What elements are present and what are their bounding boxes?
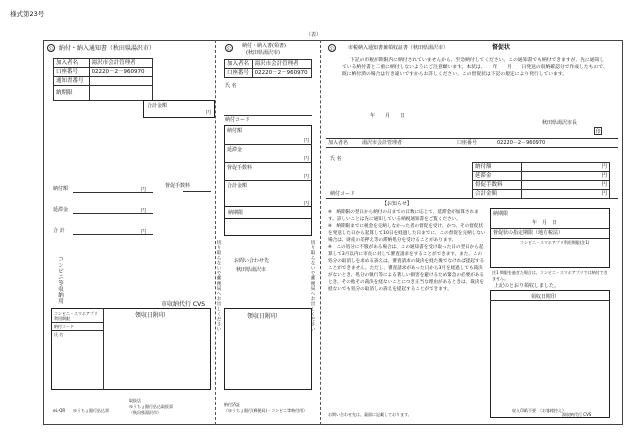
middle-due-label: 納期限 [228, 210, 244, 216]
stub-surcharge-yen: 円 [141, 208, 147, 214]
middle-account-table [224, 59, 312, 78]
middle-stamp-label: 領収日附印 [247, 313, 278, 320]
perforation-line-2 [320, 40, 321, 425]
notice-tax-label: 納付額 [473, 163, 522, 172]
middle-tax-label: 納付額 [227, 128, 243, 134]
notice-office-label: 収入印紙不要 （お客様控え） [512, 408, 566, 413]
stub-circle-mark: 公 [48, 46, 54, 52]
stub-cvs-app-label: コンビニ・スマホアプリ利用期限 [54, 311, 98, 321]
notice-date: 年 月 日 [370, 113, 406, 119]
notice-name-label: 氏 名 [330, 156, 342, 162]
stub-due-label: 納期限 [54, 86, 90, 101]
notice-header [328, 44, 336, 52]
stub-cvs-divider [103, 308, 104, 390]
notice-notes [328, 209, 486, 293]
notice-surcharge-yen: 円 [522, 172, 610, 181]
middle-surcharge-label: 延滞金 [227, 147, 243, 153]
notice-note-3: ※ この処分に不服がある場合は、この通知書を受け取った日の翌日から起算して3月以内に市長に対して審査請求をすることができます。また、この処分の取消しを求める訴えは、審査請求の裁決を経た後でなければ提起することができません。ただし、審査請求があった日から3月を経過しても裁決がないとき、処分の執行等による著しい損害を避けるため緊急の必要があるとき、その他その裁決を経ないことにつき正当な理由があるときは、裁決を経ないでも処分の取消しの訴えを提起することができます。 [328, 245, 485, 292]
stub-convenience-vertical: コンビニ等収納用 [57, 256, 63, 304]
notice-paragraph: 下記の市税が期限内に納付されていませんから、至急納付してください。この通知書でも納付できますが、先に通知している納付書と二重に納付しないようにご注意願います。本状は、 年 月 日発送の収納確認分で作成したもので、既に納付済の場合は行き違いですからお許しください。この督促状は下記の規定により発行しています。 [342, 58, 608, 77]
stub-title [47, 44, 155, 52]
notice-surcharge-label: 延滞金 [473, 172, 522, 181]
middle-panel [216, 40, 320, 425]
stub-sum-yen: 円 [141, 229, 147, 235]
notice-due-label: 納期限 [493, 211, 509, 217]
notice-issuer: 秋田県湯沢市長 [542, 120, 578, 126]
middle-stamp-box [224, 308, 312, 390]
stub-due-value [89, 86, 152, 101]
stub-stamp-label: 領収日附印 [135, 312, 166, 319]
middle-receipt-note-2: （ゆうちょ銀行(郵便局)・コンビニ等納付用） [224, 408, 308, 413]
stub-cvs-row-line2 [52, 330, 103, 331]
notice-payer-value: 湯沢市会計管理者 [362, 140, 403, 146]
stub-cvs-name-label: 氏 名 [54, 332, 64, 337]
stub-total-yen: 円 [205, 110, 211, 116]
middle-name-underline [224, 115, 312, 116]
notice-reminder-title: 督促状 [492, 44, 511, 51]
stub-bottom-note: ゆうちょ銀行払込票 [73, 408, 109, 413]
notice-tax-yen: 円 [522, 163, 610, 172]
middle-fee-yen: 円 [304, 174, 310, 180]
stub-total-label: 合計金額 [147, 103, 168, 109]
stub-account-label: 口座番号 [54, 68, 90, 77]
stub-fee-label: 督促手数料 [165, 183, 191, 189]
middle-fee-label: 督促手数料 [227, 165, 253, 171]
notice-line-top [326, 138, 618, 139]
stub-account-value: 02220－2－960970 [89, 68, 152, 77]
middle-amount-box [224, 125, 312, 219]
notice-code-label: 納付コード [330, 191, 356, 197]
middle-inquiry-label: お問い合わせ先 [234, 258, 270, 264]
notice-due-line-2 [490, 238, 610, 239]
middle-title-1: 納付・納入書(領書) [242, 43, 286, 49]
stub-issuer-3: （秋田県湯沢市） [129, 410, 161, 415]
notice-account-label: 口座番号 [457, 140, 478, 146]
stub-issuer-1: 取扱店 [129, 398, 141, 403]
notice-stamp-line [490, 300, 610, 301]
notice-amount-table [472, 162, 610, 199]
notice-cvs-app-label: コンビニ・スマホアプリ利用期限(注1) [520, 240, 590, 245]
middle-cut-note: 切り取らないで郵便局へお出しください [216, 240, 221, 332]
middle-name-label: 氏 名 [225, 83, 237, 89]
notice-stamp-label: 領収日附印 [531, 294, 557, 300]
stub-panel [43, 40, 215, 425]
middle-surcharge-yen: 円 [304, 156, 310, 162]
middle-inquiry-value: 秋田県湯沢市 [236, 267, 267, 273]
middle-receipt-note-1: 納付済証 [224, 402, 240, 407]
stub-tax-label: 納付額 [53, 186, 69, 192]
notice-circle-mark: 公 [329, 46, 335, 52]
notice-payer-label: 加入者名 [328, 140, 349, 146]
notice-fee-label: 督促手数料 [473, 181, 522, 190]
notice-panel [322, 40, 622, 425]
middle-tax-yen: 円 [304, 138, 310, 144]
notice-notes-title: 【お知らせ】 [382, 201, 412, 207]
notice-reminder-due-label: 督促状の指定期限（地方税法） [493, 230, 564, 236]
stub-notice-value [89, 77, 152, 86]
middle-due-box [224, 206, 312, 236]
stub-total-box [143, 100, 215, 118]
stub-issuer-2: ゆうちょ銀行払込取扱票 [129, 404, 173, 409]
notice-stamp-box [490, 290, 610, 418]
notice-line-3 [326, 198, 618, 199]
notice-total-label: 合計金額 [473, 190, 522, 199]
middle-right-cut-note: 切り取らないで郵便局へお出しください [310, 240, 315, 332]
notice-seal [594, 118, 602, 137]
notice-line-2 [326, 147, 618, 148]
stub-cvs-row-line [52, 322, 103, 323]
notice-fee-yen: 円 [522, 181, 610, 190]
notice-title: 市税納入通知書兼領収証書（秋田県湯沢市） [348, 45, 449, 51]
middle-total-label: 合計金額 [227, 183, 248, 189]
notice-footer-right: 湯収納代行 CVS [562, 412, 592, 417]
notice-total-yen: 円 [522, 190, 610, 199]
stub-payer-value: 湯沢市会計管理者 [89, 59, 152, 68]
notice-due-line [490, 228, 610, 229]
notice-note-1: ※ 納期限の翌日から納付の日までの日数に応じて、延滞金が加算されます。詳しいことは先に通知している納税通知書をご覧ください。 [328, 210, 479, 222]
notice-due-value: 年 月 日 [532, 220, 558, 226]
front-mark: （表） [306, 32, 322, 38]
stub-fee-line [183, 191, 211, 192]
notice-note-2: ※ 納期限までに税金を完納しなかった者の督促を受け、かつ、その督促状を発送した日から起算して10日を経過した日までに、この督促を完納しない場合は、財産の差押え等の滞納処分を受けることがあります。 [328, 224, 486, 243]
middle-circle: 公 [226, 46, 232, 52]
stub-cvs-code-label: 納付コード [54, 324, 74, 329]
stub-title-text: 納付・納入通知書（秋田県湯沢市） [58, 45, 155, 52]
notice-footer-left: お問い合わせ先は、裏面に記載しております。 [328, 412, 412, 417]
middle-total-yen: 円 [304, 201, 310, 207]
middle-row-line-1 [224, 144, 312, 145]
stub-bottom-code: eL-QR [53, 408, 66, 413]
middle-row-line-2 [224, 162, 312, 163]
form-number: 様式第23号 [10, 10, 45, 18]
middle-account-label: 口座番号 [225, 69, 253, 78]
middle-title-2: (秋田県湯沢市) [246, 50, 280, 56]
middle-row-line-3 [224, 180, 312, 181]
notice-seal-mark: 印 [595, 129, 601, 135]
middle-circle-mark [225, 44, 233, 52]
middle-code-label: 納付コード [225, 117, 251, 123]
stub-tax-yen: 円 [141, 187, 147, 193]
middle-account-value: 02220－2－960970 [252, 69, 311, 78]
stub-payer-label: 加入者名 [54, 59, 90, 68]
stub-surcharge-label: 延滞金 [53, 207, 69, 213]
stub-sum-label: 合 計 [53, 228, 65, 234]
notice-account-value: 02220－2－960970 [497, 140, 546, 146]
stub-cvs-title: 市収納代行 CVS [161, 301, 206, 308]
stub-notice-label: 通知書番号 [54, 77, 90, 86]
notice-cvs-note: 注1 期限を過ぎた場合は、コンビニ・スマホアプリでは納付できません。 [492, 270, 608, 281]
middle-payer-label: 加入者名 [225, 60, 253, 69]
stub-account-table [53, 58, 153, 101]
notice-cvs-note2: 上記のとおり領収しました。 [494, 283, 560, 289]
middle-payer-value: 湯沢市会計管理者 [252, 60, 311, 69]
